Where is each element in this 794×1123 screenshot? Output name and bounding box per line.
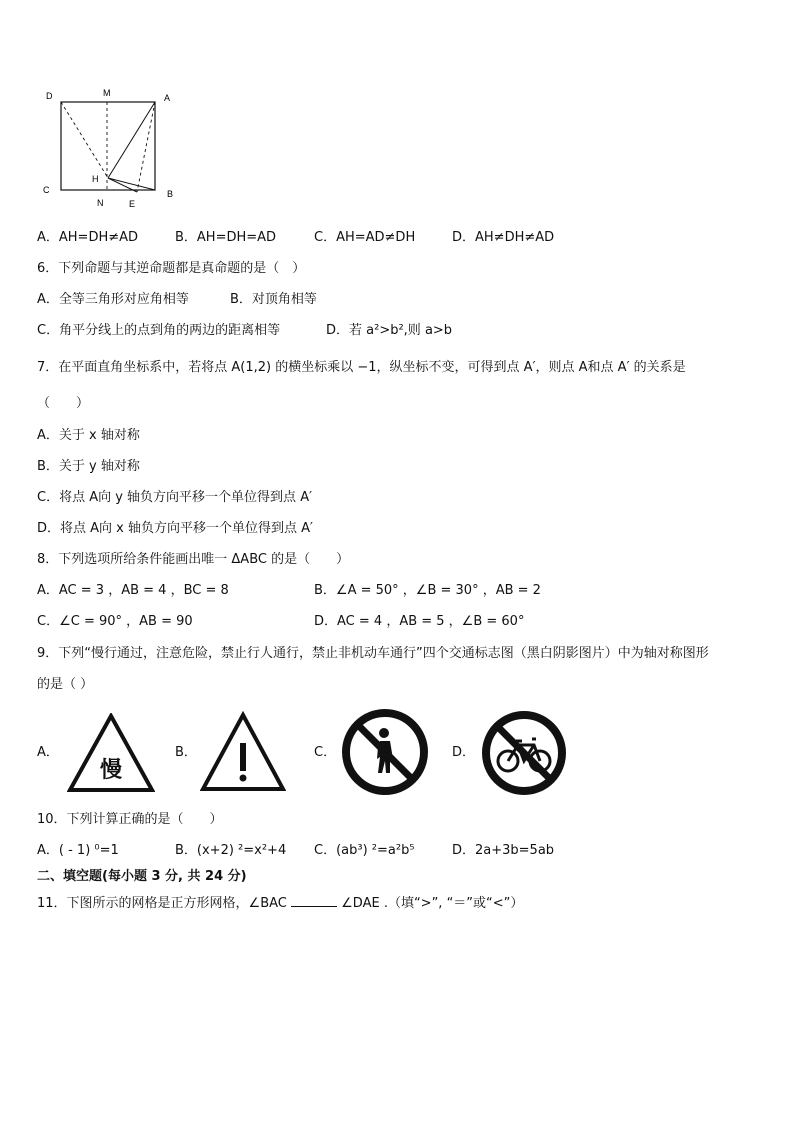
q8-option-a: A．AC = 3 ，AB = 4 ，BC = 8 [37, 583, 229, 598]
q9-stem-line2: 的是（ ） [37, 677, 94, 692]
q6-option-a: A．全等三角形对应角相等 [37, 292, 189, 307]
q11-line [37, 894, 523, 913]
danger-sign-icon [200, 711, 286, 793]
label-M: M [103, 88, 111, 98]
q8-stem: 8．下列选项所给条件能画出唯一 ΔABC 的是（ ） [37, 552, 350, 567]
q6-stem: 6．下列命题与其逆命题都是真命题的是（ ） [37, 261, 306, 276]
slow-sign-icon [67, 713, 155, 793]
q7-option-c: C．将点 A向 y 轴负方向平移一个单位得到点 A′ [37, 490, 313, 505]
q7-paren: （ ） [37, 396, 90, 411]
q10-option-c: C．(ab³) ²=a²b⁵ [314, 843, 415, 858]
q5-option-b: B．AH=DH=AD [175, 230, 277, 245]
label-B: B [167, 189, 174, 199]
q8-option-b: B．∠A = 50° ，∠B = 30° ，AB = 2 [314, 583, 541, 598]
q7-option-d: D．将点 A向 x 轴负方向平移一个单位得到点 A′ [37, 521, 313, 536]
slow-sign-text: 慢 [99, 757, 123, 782]
q7-option-b: B．关于 y 轴对称 [37, 459, 140, 474]
q10-option-a: A．( - 1) ⁰=1 [37, 843, 119, 858]
q11-text-after: ∠DAE .（填“>”, “＝”或“<”） [341, 896, 524, 911]
q8-option-d: D．AC = 4 ，AB = 5 ，∠B = 60° [314, 614, 525, 629]
q9-option-b-label: B． [175, 745, 197, 760]
q9-option-d-label: D． [452, 745, 476, 760]
q9-option-c-label: C． [314, 745, 337, 760]
no-pedestrian-sign-icon [340, 707, 430, 797]
q11-answer-blank[interactable] [291, 894, 337, 907]
square-figure [40, 85, 190, 210]
label-H: H [92, 174, 99, 184]
section-2-title: 二、填空题(每小题 3 分, 共 24 分) [37, 869, 247, 884]
label-E: E [129, 199, 136, 209]
label-D: D [46, 91, 53, 101]
q6-option-c: C．角平分线上的点到角的两边的距离相等 [37, 323, 281, 338]
q5-option-a: A．AH=DH≠AD [37, 230, 139, 245]
label-A: A [164, 93, 171, 103]
q8-option-c: C．∠C = 90° ，AB = 90 [37, 614, 193, 629]
q11-text-before: 11．下图所示的网格是正方形网格，∠BAC [37, 896, 287, 911]
q7-stem: 7．在平面直角坐标系中，若将点 A(1,2) 的横坐标乘以 −1，纵坐标不变，可得到点 A′，则点 A和点 A′ 的关系是 [37, 360, 686, 375]
label-N: N [97, 198, 104, 208]
q6-option-d: D．若 a²>b²,则 a>b [326, 323, 453, 338]
q10-stem: 10．下列计算正确的是（ ） [37, 812, 223, 827]
q5-option-c: C．AH=AD≠DH [314, 230, 416, 245]
q7-option-a: A．关于 x 轴对称 [37, 428, 140, 443]
q5-option-d: D．AH≠DH≠AD [452, 230, 555, 245]
no-bicycle-sign-icon [478, 709, 570, 797]
label-C: C [43, 185, 50, 195]
q9-stem-line1: 9．下列“慢行通过，注意危险，禁止行人通行，禁止非机动车通行”四个交通标志图（黑白阴影图片）中为轴对称图形 [37, 646, 709, 661]
q9-option-a-label: A． [37, 745, 59, 760]
q10-option-b: B．(x+2) ²=x²+4 [175, 843, 287, 858]
q10-option-d: D．2a+3b=5ab [452, 843, 555, 858]
q6-option-b: B．对顶角相等 [230, 292, 317, 307]
